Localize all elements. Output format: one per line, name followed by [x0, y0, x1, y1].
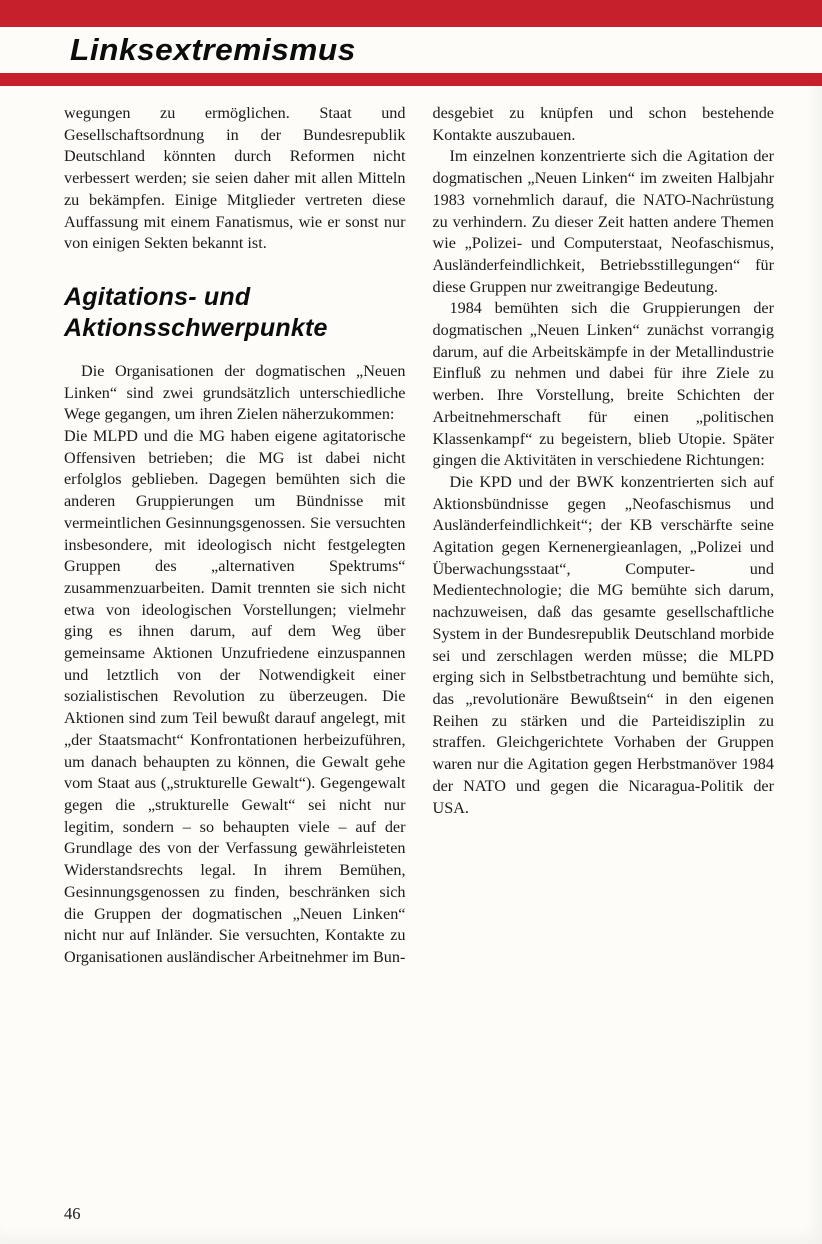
section-heading-line1: Agitations- und	[64, 282, 251, 311]
page-title: Linksextremismus	[70, 32, 356, 67]
paragraph: 1984 bemühten sich die Gruppierungen der dogmatischen „Neuen Linken“ zunächst vorrangig darum, auf die Arbeitskämpfe in der Metallindustrie Einfluß zu nehmen und dabei für ihre Ziele zu werben. Ihre Vorstellung, breite Schichten der Arbeitnehmerschaft für einen „politischen Klassenkampf“ zu begeistern, blieb Utopie. Später gingen die Aktivitäten in verschiedene Richtungen:	[432, 299, 774, 470]
left-column	[64, 103, 406, 969]
paragraph: Die KPD und der BWK konzentrierten sich auf Aktionsbündnisse gegen „Neofaschismus und Ausländerfeindlichkeit“; der KB verschärfte seine Agitation gegen Kernenergieanlagen, „Polizei und Überwachungsstaat“, Computer- und Medientechnologie; die MG bemühte sich darum, nachzuweisen, daß das gesamte gesellschaftliche System in der Bundesrepublik Deutschland morbide sei und zerschlagen werden müsse; die MLPD erging sich in Selbstbetrachtung und bemühte sich, das „revolutionäre Bewußtsein“ in den eigenen Reihen zu stärken und die Parteidisziplin zu straffen. Gleichgerichtete Vorhaben der Gruppen waren nur die Agitation gegen Herbstmanöver 1984 der NATO und gegen die Nicaragua-Politik der USA.	[432, 472, 774, 817]
paragraph-continuation: desgebiet zu knüpfen und schon bestehende Kontakte auszubauen.	[432, 104, 774, 144]
paragraph: Die MLPD und die MG haben eigene agitatorische Offensiven betrieben; die MG ist dabei nicht erfolglos geblieben. Dagegen bemühten sich die anderen Gruppierungen um Bündnisse mit vermeintlichen Gesinnungsgenossen. Sie versuchten insbesondere, mit ideologisch nicht festgelegten Gruppen des „alternativen Spektrums“ zusammenzuarbeiten. Damit trennten sie sich nicht etwa von ideologischen Vorstellungen; vielmehr ging es ihnen darum, auf dem Weg über gemeinsame Aktionen Unzufriedene einzuspannen und letztlich von der Notwendigkeit einer sozialistischen Revolution zu überzeugen. Die Aktionen sind zum Teil bewußt darauf angelegt, mit „der Staatsmacht“ Konfrontationen herbeizuführen, um danach behaupten zu können, die Gewalt gehe vom Staat aus („strukturelle Gewalt“). Gegengewalt gegen die „strukturelle Gewalt“ sei nicht nur legitim, sondern – so behaupten viele – auf der Grundlage des von der Verfassung gewährleisteten Widerstandsrechts legal. In ihrem Bemühen, Gesinnungsgenossen zu finden, beschränken sich die Gruppen der dogmatischen „Neuen Linken“ nicht nur auf Inländer. Sie versuchten, Kontakte zu Organisationen ausländischer Arbeitnehmer im Bun-	[64, 427, 406, 966]
header-title-strip	[0, 27, 822, 73]
paragraph-continuation: wegungen zu ermöglichen. Staat und Gesellschaftsordnung in der Bundesrepublik Deutschland könnten durch Reformen nicht verbessert werden; sie seien daher mit allen Mitteln zu bekämpfen. Einige Mitglieder vertreten diese Auffassung mit einem Fanatismus, wie er sonst nur von einigen Sekten bekannt ist.	[64, 104, 406, 253]
header-red-bar-bottom	[0, 73, 822, 86]
right-column	[433, 103, 775, 969]
paragraph: Im einzelnen konzentrierte sich die Agitation der dogmatischen „Neuen Linken“ im zweiten Halbjahr 1983 vornehmlich darauf, die NATO-Nachrüstung zu verhindern. Zu dieser Zeit hatten andere Themen wie „Polizei- und Computerstaat, Neofaschismus, Ausländerfeindlichkeit, Betriebsstillegungen“ für diese Gruppen nur zweitrangige Bedeutung.	[432, 147, 774, 296]
section-heading	[64, 282, 406, 344]
page-content	[0, 86, 822, 969]
page-number: 46	[64, 1204, 81, 1223]
header-red-bar-top	[0, 0, 822, 27]
paragraph: Die Organisationen der dogmatischen „Neuen Linken“ sind zwei grundsätzlich unterschiedliche Wege gegangen, um ihren Zielen näherzukommen:	[64, 361, 406, 424]
page-header	[0, 0, 822, 86]
section-heading-line2: Aktionsschwerpunkte	[64, 313, 328, 342]
